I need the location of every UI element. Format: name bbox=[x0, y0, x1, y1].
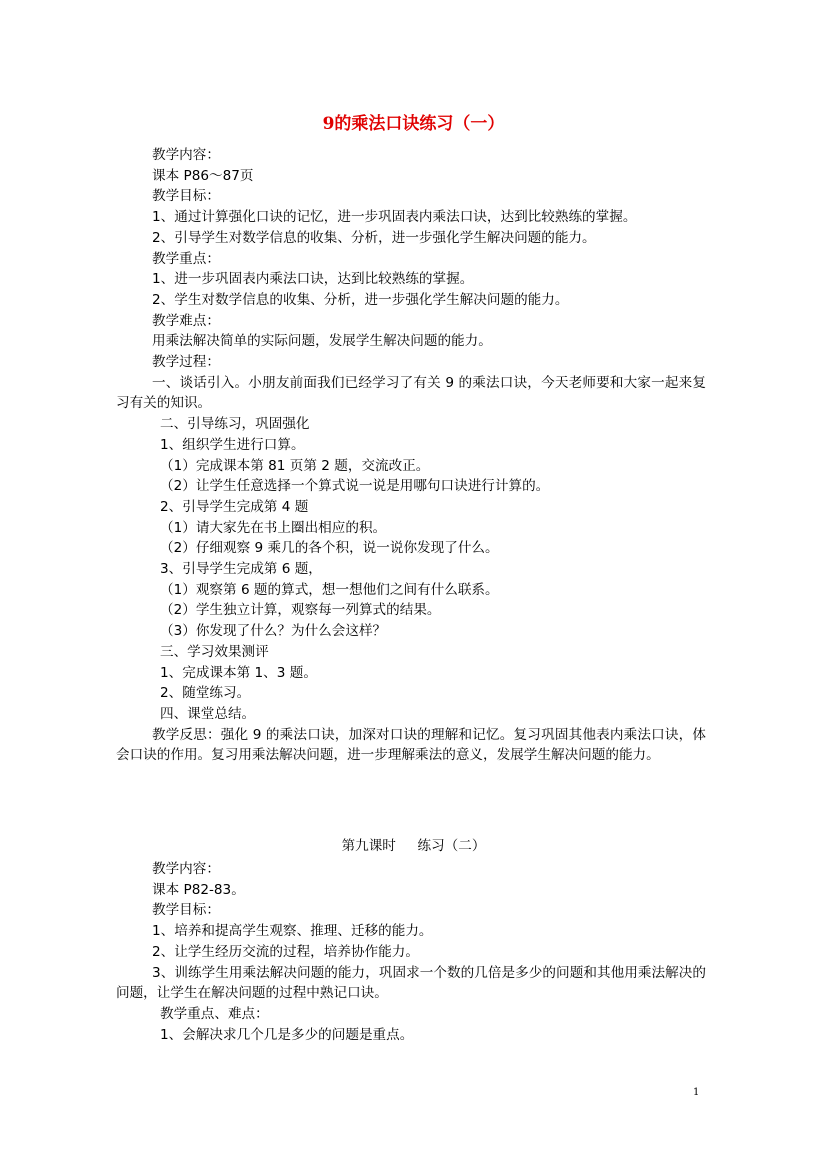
heading-difficulties: 教学难点： bbox=[152, 312, 220, 329]
step-item: 1、完成课本第 1、3 题。 bbox=[160, 664, 317, 681]
step-item: 2、引导学生完成第 4 题 bbox=[160, 498, 309, 515]
document-title: 9的乘法口诀练习（一） bbox=[322, 114, 505, 134]
key-point-item-1: 1、进一步巩固表内乘法口诀，达到比较熟练的掌握。 bbox=[152, 271, 474, 288]
process-step-2: 二、引导练习，巩固强化 bbox=[160, 416, 310, 433]
textbook-pages: 课本 P82-83。 bbox=[152, 881, 245, 898]
heading-key-points: 教学重点： bbox=[152, 250, 220, 267]
textbook-pages: 课本 P86～87页 bbox=[152, 167, 254, 184]
goal-item-1: 1、通过计算强化口诀的记忆，进一步巩固表内乘法口诀，达到比较熟练的掌握。 bbox=[152, 209, 637, 226]
process-step-4: 四、课堂总结。 bbox=[160, 705, 256, 722]
process-step-3: 三、学习效果测评 bbox=[160, 643, 269, 660]
step-subitem: （2）仔细观察 9 乘几的各个积，说一说你发现了什么。 bbox=[160, 540, 499, 557]
process-intro: 一、谈话引入。小朋友前面我们已经学习了有关 9 的乘法口诀，今天老师要和大家一起来复习有关的知识。 bbox=[116, 374, 706, 412]
step-subitem: （1）请大家先在书上圈出相应的积。 bbox=[160, 519, 387, 536]
goal-item-2: 2、让学生经历交流的过程，培养协作能力。 bbox=[152, 943, 419, 960]
key-point-item-2: 2、学生对数学信息的收集、分析，进一步强化学生解决问题的能力。 bbox=[152, 291, 569, 308]
key-point-item-1: 1、会解决求几个几是多少的问题是重点。 bbox=[160, 1026, 414, 1043]
page-number: 1 bbox=[693, 1087, 700, 1098]
step-subitem: （2）学生独立计算，观察每一列算式的结果。 bbox=[160, 602, 441, 619]
section2-body bbox=[116, 859, 706, 1045]
section1-body bbox=[116, 145, 706, 766]
heading-teaching-content: 教学内容： bbox=[152, 147, 220, 163]
goal-item-2: 2、引导学生对数学信息的收集、分析，进一步强化学生解决问题的能力。 bbox=[152, 229, 596, 246]
goal-item-1: 1、培养和提高学生观察、推理、迁移的能力。 bbox=[152, 923, 433, 940]
difficulty-item: 用乘法解决简单的实际问题，发展学生解决问题的能力。 bbox=[152, 333, 492, 350]
teaching-reflection: 教学反思：强化 9 的乘法口诀，加深对口诀的理解和记忆。复习巩固其他表内乘法口诀，体会口诀的作用。复习用乘法解决问题，进一步理解乘法的意义，发展学生解决问题的能力。 bbox=[116, 726, 706, 764]
step-item: 2、随堂练习。 bbox=[160, 685, 251, 702]
heading-teaching-process: 教学过程： bbox=[152, 354, 220, 371]
step-subitem: （3）你发现了什么？为什么会这样？ bbox=[160, 623, 387, 640]
step-item: 3、引导学生完成第 6 题， bbox=[160, 561, 322, 578]
step-item: 1、组织学生进行口算。 bbox=[160, 436, 305, 453]
heading-teaching-goals: 教学目标： bbox=[152, 188, 220, 205]
heading-key-points-difficulties: 教学重点、难点： bbox=[160, 1005, 269, 1022]
goal-item-3: 3、训练学生用乘法解决问题的能力，巩固求一个数的几倍是多少的问题和其他用乘法解决的问题，让学生在解决问题的过程中熟记口诀。 bbox=[116, 964, 706, 1002]
section2-title: 第九课时 练习（二） bbox=[341, 838, 486, 854]
heading-teaching-goals: 教学目标： bbox=[152, 902, 220, 919]
step-subitem: （1）观察第 6 题的算式，想一想他们之间有什么联系。 bbox=[160, 581, 499, 598]
heading-teaching-content: 教学内容： bbox=[152, 861, 220, 877]
step-subitem: （2）让学生任意选择一个算式说一说是用哪句口诀进行计算的。 bbox=[160, 478, 550, 495]
step-subitem: （1）完成课本第 81 页第 2 题，交流改正。 bbox=[160, 457, 430, 474]
